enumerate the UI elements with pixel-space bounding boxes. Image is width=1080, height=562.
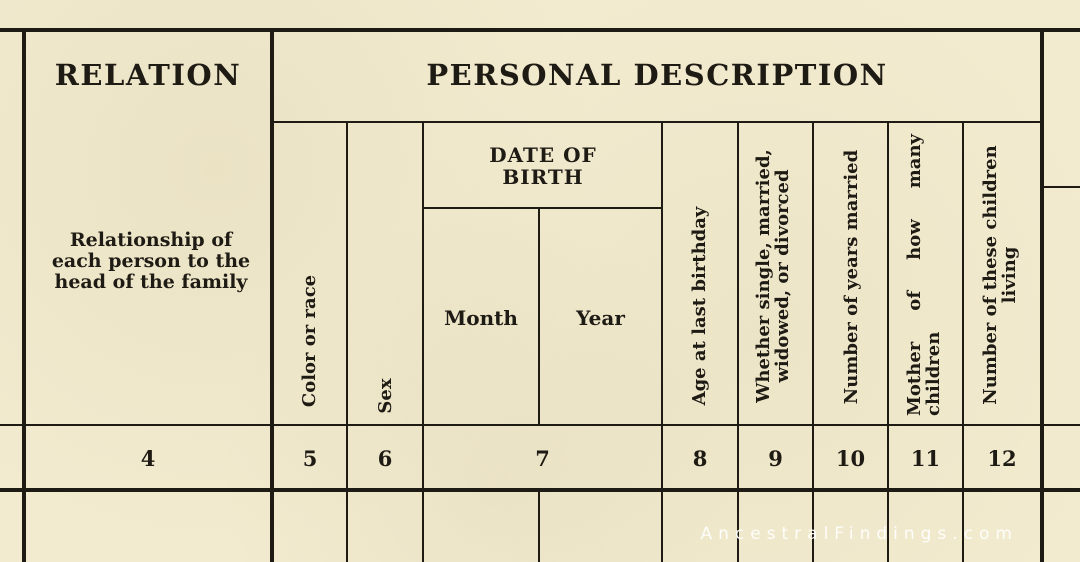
- color-or-race-column-header: Color or race: [299, 274, 320, 408]
- col-divider: [538, 492, 540, 562]
- col-divider: [962, 121, 964, 562]
- col-divider: [346, 121, 348, 562]
- column-number: 9: [768, 446, 783, 471]
- date-of-birth-heading: DATE OF BIRTH: [489, 143, 597, 189]
- age-column-header: Age at last birthday: [689, 206, 710, 406]
- col-divider: [661, 121, 663, 562]
- relation-divider: [270, 28, 274, 562]
- right-section-border: [1040, 28, 1044, 562]
- column-number: 10: [835, 446, 866, 471]
- date-of-birth-divider: [424, 207, 661, 209]
- column-number: 7: [535, 446, 550, 471]
- col-divider: [887, 121, 889, 562]
- marital-status-column-header: Whether single, married, widowed, or divorced: [753, 149, 793, 403]
- personal-description-heading: PERSONAL DESCRIPTION: [426, 58, 888, 92]
- month-column-header: Month: [444, 306, 518, 330]
- years-married-column-header: Number of years married: [841, 149, 862, 405]
- left-border: [22, 28, 26, 562]
- right-partial-line: [1044, 186, 1080, 188]
- col-divider: [737, 121, 739, 562]
- relationship-description: Relationship of each person to the head of the family: [51, 229, 251, 293]
- column-number: 5: [302, 446, 318, 471]
- column-number: 6: [377, 446, 393, 471]
- column-number: 8: [692, 446, 708, 471]
- column-number-relation: 4: [140, 446, 156, 471]
- header-subdivider: [272, 121, 1042, 123]
- col-divider: [422, 121, 424, 562]
- watermark: AncestralFindings.com: [700, 524, 1018, 544]
- col-divider: [812, 121, 814, 562]
- children-living-column-header: Number of these children living: [980, 145, 1020, 405]
- number-row-top: [0, 424, 1080, 426]
- column-number: 12: [987, 446, 1017, 471]
- year-column-header: Year: [576, 306, 625, 330]
- number-row-bottom: [0, 488, 1080, 492]
- column-number: 11: [910, 446, 941, 471]
- relation-heading: RELATION: [54, 58, 242, 92]
- top-border: [0, 28, 1080, 32]
- mother-of-children-column-header: Mother of how many children: [904, 134, 944, 416]
- sex-column-header: Sex: [375, 378, 396, 414]
